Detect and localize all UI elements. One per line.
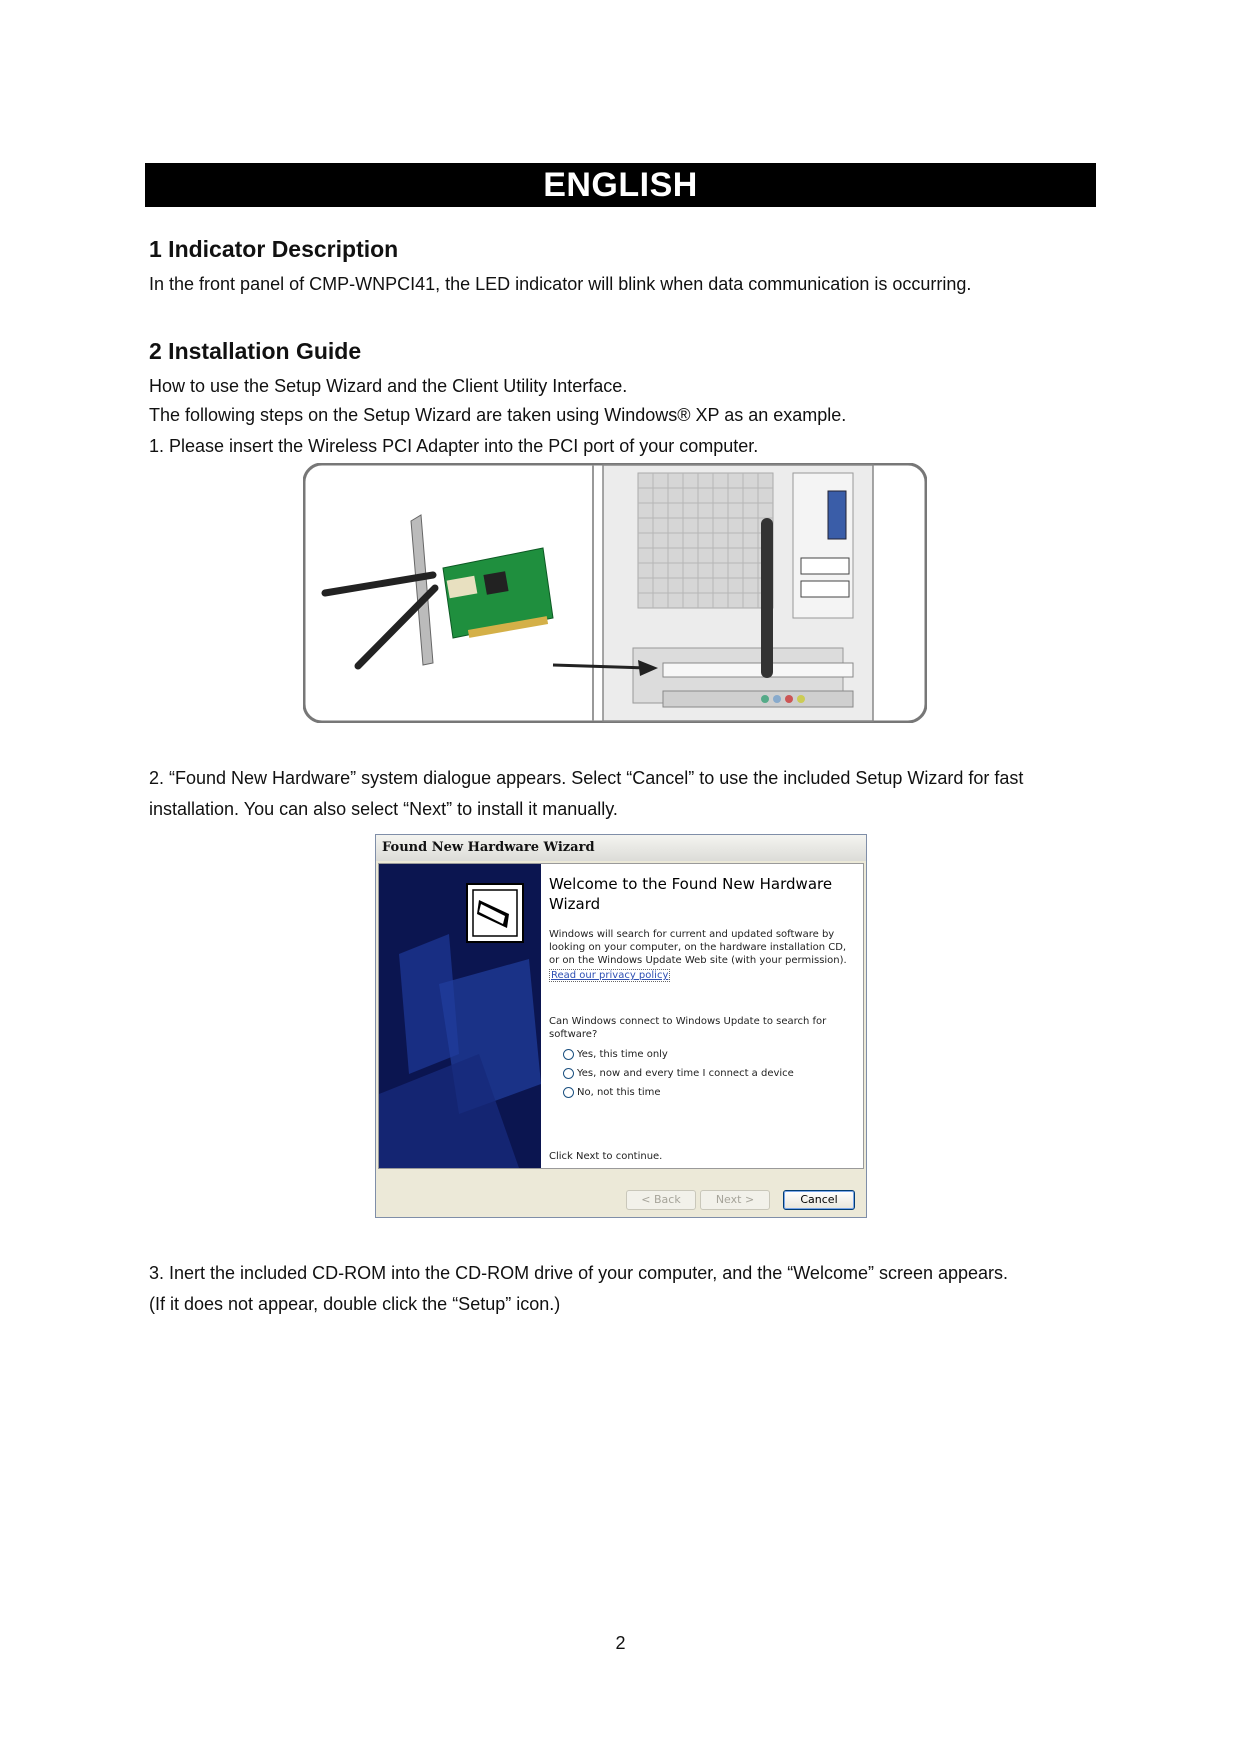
section-2-heading: 2 Installation Guide xyxy=(149,338,362,364)
radio-label: Yes, now and every time I connect a device xyxy=(577,1068,794,1079)
language-banner: ENGLISH xyxy=(145,163,1096,207)
radio-circle-icon xyxy=(563,1068,574,1079)
radio-label: No, not this time xyxy=(577,1087,661,1098)
installation-intro-1: How to use the Setup Wizard and the Client Utility Interface. xyxy=(149,376,628,396)
computer-case-illustration xyxy=(593,465,873,721)
wizard-body xyxy=(378,863,864,1169)
click-next-text: Click Next to continue. xyxy=(549,1151,663,1162)
radio-no-not-this-time[interactable] xyxy=(563,1087,661,1098)
radio-circle-icon xyxy=(563,1087,574,1098)
radio-label: Yes, this time only xyxy=(577,1049,668,1060)
back-button[interactable]: < Back xyxy=(626,1190,696,1210)
wizard-description: Windows will search for current and updated software by looking on your computer, on the hardware installation CD, or on the Windows Update Web site (with your permission). xyxy=(549,929,847,966)
wizard-heading: Welcome to the Found New Hardware Wizard xyxy=(549,875,833,913)
radio-yes-this-time[interactable] xyxy=(563,1049,668,1060)
radio-yes-every-time[interactable] xyxy=(563,1068,794,1079)
page-number: 2 xyxy=(615,1633,626,1653)
radio-circle-icon xyxy=(563,1049,574,1060)
privacy-policy-link[interactable]: Read our privacy policy xyxy=(551,970,669,981)
wizard-side-banner xyxy=(379,864,541,1168)
wizard-title-bar: Found New Hardware Wizard xyxy=(376,835,866,861)
pci-insertion-illustration xyxy=(303,463,927,723)
step-3-text-line-1: 3. Inert the included CD-ROM into the CD-ROM drive of your computer, and the “Welcome” screen appears. xyxy=(149,1263,1009,1283)
installation-intro-2: The following steps on the Setup Wizard are taken using Windows® XP as an example. xyxy=(149,405,847,425)
wizard-question: Can Windows connect to Windows Update to search for software? xyxy=(549,1016,827,1040)
cancel-button[interactable]: Cancel xyxy=(783,1190,855,1210)
step-2-text: 2. “Found New Hardware” system dialogue appears. Select “Cancel” to use the included Setup Wizard for fast installation. You can also select “Next” to install it manually. xyxy=(149,768,1024,819)
step-3-text-line-2: (If it does not appear, double click the “Setup” icon.) xyxy=(149,1294,561,1314)
next-button[interactable]: Next > xyxy=(700,1190,770,1210)
found-new-hardware-wizard-screenshot xyxy=(375,834,867,1218)
step-1-text: 1. Please insert the Wireless PCI Adapter into the PCI port of your computer. xyxy=(149,436,759,456)
indicator-description-text: In the front panel of CMP-WNPCI41, the LED indicator will blink when data communication is occurring. xyxy=(149,274,972,294)
section-1-heading: 1 Indicator Description xyxy=(149,236,399,262)
